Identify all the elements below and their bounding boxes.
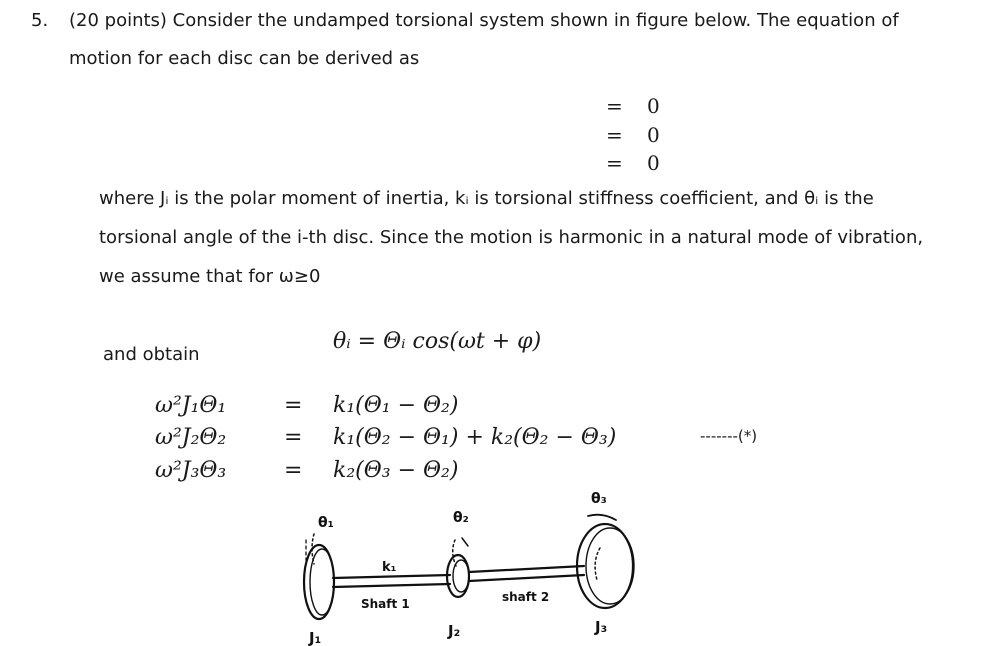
eom-eq-3: =: [606, 151, 623, 175]
label-shaft2: shaft 2: [502, 590, 550, 604]
label-j2: J₂: [448, 622, 461, 640]
shaft1-bottom: [333, 584, 450, 587]
shaft2-bottom: [469, 575, 584, 581]
where-line-2: torsional angle of the i-th disc. Since the motion is harmonic in a natural mode of vibration,: [99, 227, 924, 248]
equation-tag: -------(*): [700, 427, 758, 445]
modal-lhs-2: ω²J₂Θ₂: [155, 425, 227, 450]
and-obtain-label: and obtain: [103, 344, 200, 365]
where-line-1: where Jᵢ is the polar moment of inertia, kᵢ is torsional stiffness coefficient, and θᵢ is the: [99, 188, 874, 209]
eom-rhs-2: 0: [647, 123, 660, 147]
eom-eq-2: =: [606, 123, 623, 147]
eom-eq-1: =: [606, 94, 623, 118]
eom-rhs-1: 0: [647, 94, 660, 118]
modal-eq-1: =: [284, 393, 303, 418]
modal-lhs-1: ω²J₁Θ₁: [155, 393, 227, 418]
where-line-3: we assume that for ω≥0: [99, 266, 321, 287]
problem-line-2: motion for each disc can be derived as: [69, 48, 420, 69]
modal-eq-2: =: [284, 425, 303, 450]
modal-lhs-3: ω²J₃Θ₃: [155, 458, 227, 483]
label-j3: J₃: [595, 618, 608, 636]
label-theta3: θ₃: [591, 491, 607, 507]
label-k1: k₁: [382, 560, 397, 575]
modal-rhs-3: k₂(Θ₃ − Θ₂): [333, 458, 459, 483]
eom-rhs-3: 0: [647, 151, 660, 175]
label-j1: J₁: [309, 629, 322, 646]
theta3-dashed-arc: [595, 548, 600, 580]
harmonic-assumption: θᵢ = Θᵢ cos(ωt + φ): [333, 329, 542, 354]
modal-rhs-1: k₁(Θ₁ − Θ₂): [333, 393, 459, 418]
problem-number: 5.: [31, 10, 49, 31]
label-theta1: θ₁: [318, 515, 334, 531]
theta2-dashed-arc: [453, 540, 456, 566]
modal-rhs-2: k₁(Θ₂ − Θ₁) + k₂(Θ₂ − Θ₃): [333, 425, 617, 450]
problem-line-1: (20 points) Consider the undamped torsional system shown in figure below. The equation of: [69, 10, 899, 31]
label-shaft1: Shaft 1: [361, 597, 410, 611]
modal-eq-3: =: [284, 458, 303, 483]
shaft2-top: [469, 566, 584, 572]
shaft1-top: [333, 575, 450, 578]
label-theta2: θ₂: [453, 510, 469, 526]
